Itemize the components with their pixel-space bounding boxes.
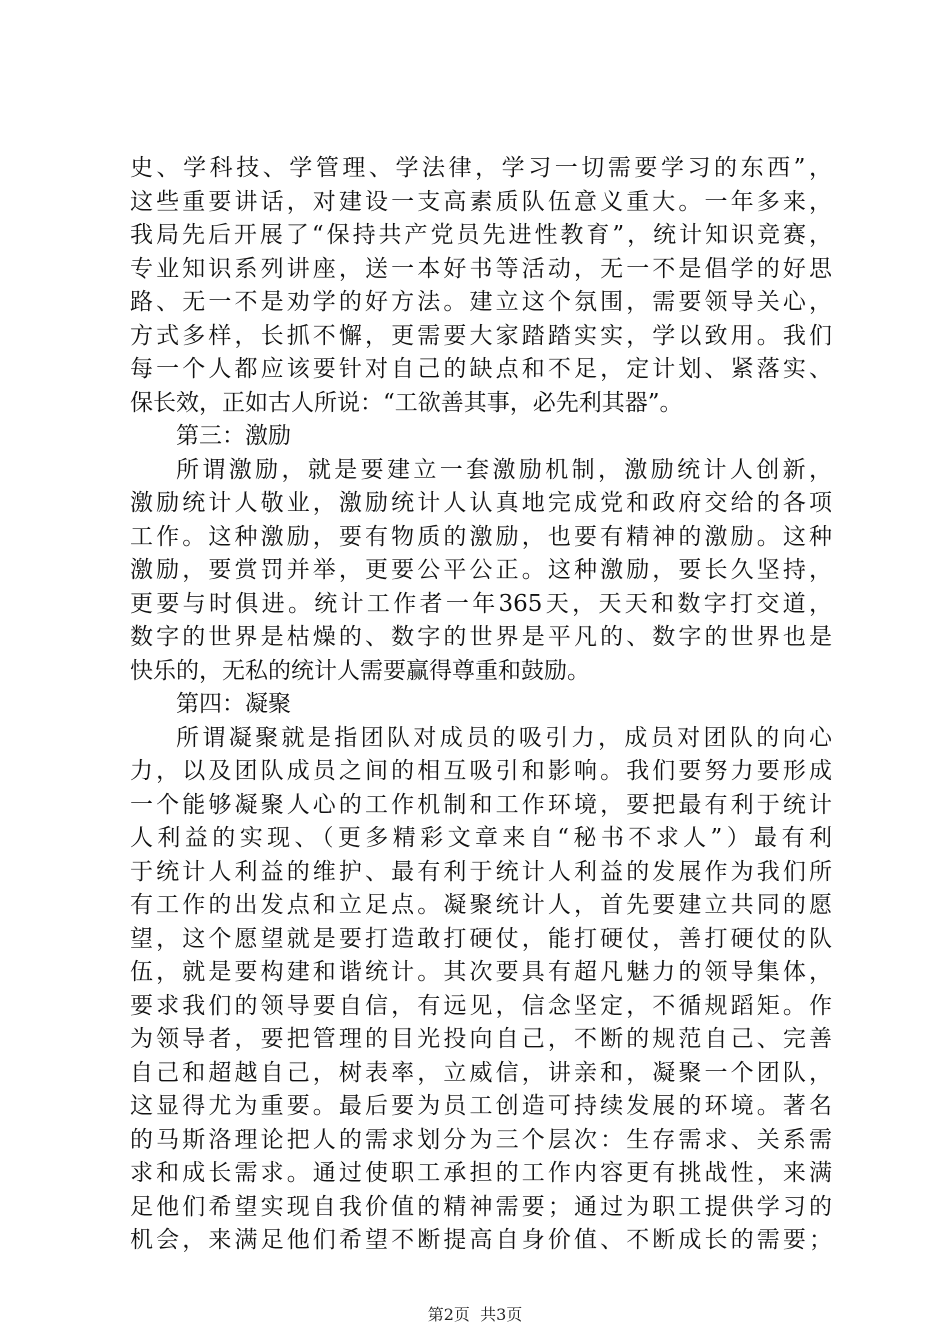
- paragraph-line: 路、无一不是劝学的好方法。建立这个氛围，需要领导关心，: [130, 289, 832, 315]
- paragraph-line: 一个能够凝聚人心的工作机制和工作环境，要把最有利于统计: [130, 791, 832, 818]
- page-footer: 第2页 共3页: [427, 1305, 523, 1324]
- paragraph-line: 这显得尤为重要。最后要为员工创造可持续发展的环境。著名: [130, 1093, 832, 1119]
- paragraph-line: 快乐的，无私的统计人需要赢得尊重和鼓励。: [130, 657, 590, 684]
- paragraph-line: 方式多样，长抓不懈，更需要大家踏踏实实，学以致用。我们: [130, 322, 832, 349]
- paragraph-line: 保长效，正如古人所说：“工欲善其事，必先利其器”。: [130, 389, 683, 416]
- paragraph-line: 史、学科技、学管理、学法律，学习一切需要学习的东西”，: [130, 155, 832, 181]
- paragraph-line: 每一个人都应该要针对自己的缺点和不足，定计划、紧落实、: [130, 356, 832, 382]
- paragraph-line: 伍，就是要构建和谐统计。其次要具有超凡魅力的领导集体，: [130, 959, 832, 985]
- paragraph-line: 所谓凝聚就是指团队对成员的吸引力，成员对团队的向心: [176, 724, 832, 751]
- document-body: [130, 152, 832, 1258]
- paragraph-line: 更要与时俱进。统计工作者一年365天，天天和数字打交道，: [130, 590, 832, 617]
- paragraph-line: 机会，来满足他们希望不断提高自身价值、不断成长的需要；: [130, 1227, 832, 1253]
- paragraph-line: 要求我们的领导要自信，有远见，信念坚定，不循规蹈矩。作: [130, 992, 832, 1019]
- paragraph-line: 激励统计人敬业，激励统计人认真地完成党和政府交给的各项: [130, 490, 832, 516]
- paragraph-line: 数字的世界是枯燥的、数字的世界是平凡的、数字的世界也是: [130, 624, 832, 650]
- paragraph-line: 工作。这种激励，要有物质的激励，也要有精神的激励。这种: [130, 523, 832, 550]
- paragraph-line: 求和成长需求。通过使职工承担的工作内容更有挑战性，来满: [130, 1160, 832, 1186]
- paragraph-line: 这些重要讲话，对建设一支高素质队伍意义重大。一年多来，: [130, 188, 832, 215]
- paragraph-line: 足他们希望实现自我价值的精神需要；通过为职工提供学习的: [130, 1193, 832, 1220]
- paragraph-line: 激励，要赏罚并举，更要公平公正。这种激励，要长久坚持，: [130, 557, 832, 583]
- paragraph-line: 望，这个愿望就是要打造敢打硬仗，能打硬仗，善打硬仗的队: [130, 925, 832, 952]
- paragraph-line: 于统计人利益的维护、最有利于统计人利益的发展作为我们所: [130, 858, 832, 885]
- paragraph-line: 有工作的出发点和立足点。凝聚统计人，首先要建立共同的愿: [130, 892, 832, 918]
- section-heading: 第三：激励: [176, 423, 291, 449]
- paragraph-line: 为领导者，要把管理的目光投向自己，不断的规范自己、完善: [130, 1026, 832, 1052]
- paragraph-line: 所谓激励，就是要建立一套激励机制，激励统计人创新，: [176, 456, 832, 483]
- paragraph-line: 人利益的实现、（更多精彩文章来自“秘书不求人”）最有利: [130, 825, 832, 851]
- section-heading: 第四：凝聚: [176, 691, 291, 717]
- paragraph-line: 力，以及团队成员之间的相互吸引和影响。我们要努力要形成: [130, 758, 832, 784]
- paragraph-line: 我局先后开展了“保持共产党员先进性教育”，统计知识竞赛，: [130, 222, 832, 248]
- paragraph-line: 的马斯洛理论把人的需求划分为三个层次：生存需求、关系需: [130, 1126, 832, 1153]
- paragraph-line: 自己和超越自己，树表率，立威信，讲亲和，凝聚一个团队，: [130, 1059, 832, 1086]
- paragraph-line: 专业知识系列讲座，送一本好书等活动，无一不是倡学的好思: [130, 255, 832, 282]
